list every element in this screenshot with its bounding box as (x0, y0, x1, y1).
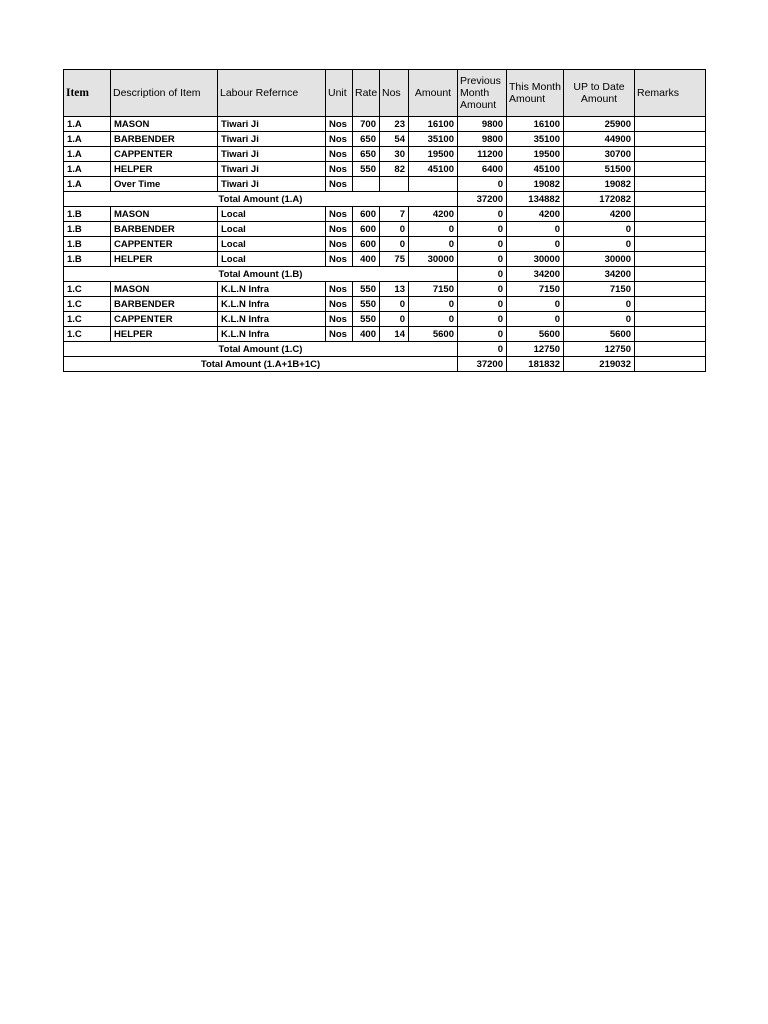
up-to-date-cell: 0 (564, 297, 635, 312)
amount-cell: 0 (409, 222, 458, 237)
amount-cell: 35100 (409, 132, 458, 147)
unit-cell: Nos (326, 147, 353, 162)
labour-reference-cell: Tiwari Ji (218, 162, 326, 177)
up-to-date-cell: 19082 (564, 177, 635, 192)
remarks-cell (635, 117, 706, 132)
description-cell: BARBENDER (111, 132, 218, 147)
item-cell: 1.C (64, 312, 111, 327)
remarks-cell (635, 357, 706, 372)
up-to-date-cell: 51500 (564, 162, 635, 177)
table-body (64, 117, 706, 372)
this-month-cell: 16100 (507, 117, 564, 132)
total-this-month-cell: 134882 (507, 192, 564, 207)
header-item: Item (64, 70, 111, 117)
previous-month-cell: 9800 (458, 117, 507, 132)
nos-cell: 0 (380, 237, 409, 252)
amount-cell: 45100 (409, 162, 458, 177)
unit-cell: Nos (326, 132, 353, 147)
rate-cell: 550 (353, 282, 380, 297)
remarks-cell (635, 177, 706, 192)
nos-cell: 13 (380, 282, 409, 297)
table-row (64, 312, 706, 327)
up-to-date-cell: 4200 (564, 207, 635, 222)
total-row (64, 342, 706, 357)
this-month-cell: 45100 (507, 162, 564, 177)
this-month-cell: 0 (507, 297, 564, 312)
nos-cell: 14 (380, 327, 409, 342)
labour-bill-table (63, 69, 706, 372)
amount-cell: 7150 (409, 282, 458, 297)
rate-cell: 700 (353, 117, 380, 132)
this-month-cell: 19500 (507, 147, 564, 162)
rate-cell: 600 (353, 237, 380, 252)
item-cell: 1.A (64, 162, 111, 177)
amount-cell: 30000 (409, 252, 458, 267)
remarks-cell (635, 342, 706, 357)
header-labour-reference: Labour Refernce (218, 70, 326, 117)
rate-cell: 650 (353, 147, 380, 162)
amount-cell: 4200 (409, 207, 458, 222)
up-to-date-cell: 25900 (564, 117, 635, 132)
remarks-cell (635, 297, 706, 312)
table-row (64, 132, 706, 147)
description-cell: HELPER (111, 162, 218, 177)
nos-cell: 0 (380, 297, 409, 312)
header-remarks: Remarks (635, 70, 706, 117)
item-cell: 1.A (64, 177, 111, 192)
description-cell: MASON (111, 282, 218, 297)
amount-cell: 16100 (409, 117, 458, 132)
header-rate: Rate (353, 70, 380, 117)
remarks-cell (635, 162, 706, 177)
labour-reference-cell: K.L.N Infra (218, 282, 326, 297)
unit-cell: Nos (326, 297, 353, 312)
remarks-cell (635, 312, 706, 327)
total-label-cell: Total Amount (1.A) (64, 192, 458, 207)
this-month-cell: 35100 (507, 132, 564, 147)
item-cell: 1.B (64, 207, 111, 222)
amount-cell: 0 (409, 312, 458, 327)
remarks-cell (635, 327, 706, 342)
rate-cell: 650 (353, 132, 380, 147)
header-nos: Nos (380, 70, 409, 117)
item-cell: 1.A (64, 117, 111, 132)
total-label-cell: Total Amount (1.C) (64, 342, 458, 357)
amount-cell: 0 (409, 297, 458, 312)
description-cell: HELPER (111, 252, 218, 267)
this-month-cell: 7150 (507, 282, 564, 297)
previous-month-cell: 0 (458, 297, 507, 312)
labour-reference-cell: Local (218, 237, 326, 252)
table-row (64, 252, 706, 267)
rate-cell: 600 (353, 222, 380, 237)
rate-cell: 550 (353, 297, 380, 312)
rate-cell: 600 (353, 207, 380, 222)
unit-cell: Nos (326, 252, 353, 267)
labour-reference-cell: Tiwari Ji (218, 117, 326, 132)
unit-cell: Nos (326, 222, 353, 237)
total-previous-month-cell: 37200 (458, 357, 507, 372)
remarks-cell (635, 237, 706, 252)
this-month-cell: 0 (507, 312, 564, 327)
remarks-cell (635, 147, 706, 162)
nos-cell: 30 (380, 147, 409, 162)
unit-cell: Nos (326, 162, 353, 177)
total-row (64, 267, 706, 282)
item-cell: 1.B (64, 237, 111, 252)
labour-reference-cell: Local (218, 222, 326, 237)
rate-cell: 550 (353, 162, 380, 177)
amount-cell: 0 (409, 237, 458, 252)
up-to-date-cell: 0 (564, 222, 635, 237)
nos-cell: 75 (380, 252, 409, 267)
description-cell: CAPPENTER (111, 312, 218, 327)
nos-cell: 0 (380, 312, 409, 327)
item-cell: 1.A (64, 147, 111, 162)
labour-reference-cell: K.L.N Infra (218, 297, 326, 312)
labour-reference-cell: Tiwari Ji (218, 147, 326, 162)
labour-reference-cell: Tiwari Ji (218, 177, 326, 192)
total-label-cell: Total Amount (1.B) (64, 267, 458, 282)
unit-cell: Nos (326, 312, 353, 327)
item-cell: 1.C (64, 297, 111, 312)
nos-cell: 7 (380, 207, 409, 222)
description-cell: MASON (111, 207, 218, 222)
up-to-date-cell: 30000 (564, 252, 635, 267)
previous-month-cell: 0 (458, 252, 507, 267)
labour-reference-cell: K.L.N Infra (218, 327, 326, 342)
rate-cell: 550 (353, 312, 380, 327)
rate-cell: 400 (353, 252, 380, 267)
up-to-date-cell: 0 (564, 237, 635, 252)
description-cell: BARBENDER (111, 297, 218, 312)
table-row (64, 147, 706, 162)
up-to-date-cell: 5600 (564, 327, 635, 342)
remarks-cell (635, 192, 706, 207)
this-month-cell: 30000 (507, 252, 564, 267)
labour-reference-cell: Tiwari Ji (218, 132, 326, 147)
item-cell: 1.A (64, 132, 111, 147)
table-row (64, 207, 706, 222)
this-month-cell: 19082 (507, 177, 564, 192)
rate-cell: 400 (353, 327, 380, 342)
header-unit: Unit (326, 70, 353, 117)
item-cell: 1.B (64, 222, 111, 237)
remarks-cell (635, 282, 706, 297)
nos-cell: 23 (380, 117, 409, 132)
table-row (64, 282, 706, 297)
table-row (64, 117, 706, 132)
labour-reference-cell: Local (218, 252, 326, 267)
this-month-cell: 5600 (507, 327, 564, 342)
description-cell: CAPPENTER (111, 147, 218, 162)
nos-cell: 54 (380, 132, 409, 147)
previous-month-cell: 0 (458, 222, 507, 237)
item-cell: 1.C (64, 327, 111, 342)
total-up-to-date-cell: 12750 (564, 342, 635, 357)
total-this-month-cell: 12750 (507, 342, 564, 357)
total-up-to-date-cell: 172082 (564, 192, 635, 207)
unit-cell: Nos (326, 177, 353, 192)
up-to-date-cell: 44900 (564, 132, 635, 147)
unit-cell: Nos (326, 327, 353, 342)
previous-month-cell: 6400 (458, 162, 507, 177)
header-this-month-amount: This Month Amount (507, 70, 564, 117)
total-up-to-date-cell: 219032 (564, 357, 635, 372)
total-row (64, 192, 706, 207)
previous-month-cell: 0 (458, 327, 507, 342)
unit-cell: Nos (326, 117, 353, 132)
this-month-cell: 0 (507, 222, 564, 237)
nos-cell (380, 177, 409, 192)
description-cell: BARBENDER (111, 222, 218, 237)
header-previous-month-amount: Previous Month Amount (458, 70, 507, 117)
previous-month-cell: 11200 (458, 147, 507, 162)
total-this-month-cell: 34200 (507, 267, 564, 282)
nos-cell: 82 (380, 162, 409, 177)
previous-month-cell: 9800 (458, 132, 507, 147)
header-up-to-date-amount: UP to Date Amount (564, 70, 635, 117)
labour-reference-cell: K.L.N Infra (218, 312, 326, 327)
up-to-date-cell: 7150 (564, 282, 635, 297)
labour-reference-cell: Local (218, 207, 326, 222)
description-cell: CAPPENTER (111, 237, 218, 252)
description-cell: MASON (111, 117, 218, 132)
remarks-cell (635, 207, 706, 222)
total-label-cell: Total Amount (1.A+1B+1C) (64, 357, 458, 372)
table-row (64, 297, 706, 312)
header-row (64, 70, 706, 117)
amount-cell: 19500 (409, 147, 458, 162)
total-previous-month-cell: 0 (458, 267, 507, 282)
remarks-cell (635, 222, 706, 237)
table-row (64, 222, 706, 237)
total-this-month-cell: 181832 (507, 357, 564, 372)
amount-cell: 5600 (409, 327, 458, 342)
header-amount: Amount (409, 70, 458, 117)
previous-month-cell: 0 (458, 207, 507, 222)
previous-month-cell: 0 (458, 282, 507, 297)
amount-cell (409, 177, 458, 192)
total-up-to-date-cell: 34200 (564, 267, 635, 282)
table-row (64, 237, 706, 252)
unit-cell: Nos (326, 237, 353, 252)
total-row (64, 357, 706, 372)
description-cell: Over Time (111, 177, 218, 192)
up-to-date-cell: 0 (564, 312, 635, 327)
previous-month-cell: 0 (458, 312, 507, 327)
table-row (64, 327, 706, 342)
description-cell: HELPER (111, 327, 218, 342)
rate-cell (353, 177, 380, 192)
this-month-cell: 0 (507, 237, 564, 252)
this-month-cell: 4200 (507, 207, 564, 222)
remarks-cell (635, 267, 706, 282)
unit-cell: Nos (326, 207, 353, 222)
remarks-cell (635, 252, 706, 267)
up-to-date-cell: 30700 (564, 147, 635, 162)
header-description: Description of Item (111, 70, 218, 117)
table-row (64, 177, 706, 192)
total-previous-month-cell: 37200 (458, 192, 507, 207)
item-cell: 1.C (64, 282, 111, 297)
previous-month-cell: 0 (458, 237, 507, 252)
remarks-cell (635, 132, 706, 147)
table-row (64, 162, 706, 177)
item-cell: 1.B (64, 252, 111, 267)
unit-cell: Nos (326, 282, 353, 297)
previous-month-cell: 0 (458, 177, 507, 192)
total-previous-month-cell: 0 (458, 342, 507, 357)
nos-cell: 0 (380, 222, 409, 237)
